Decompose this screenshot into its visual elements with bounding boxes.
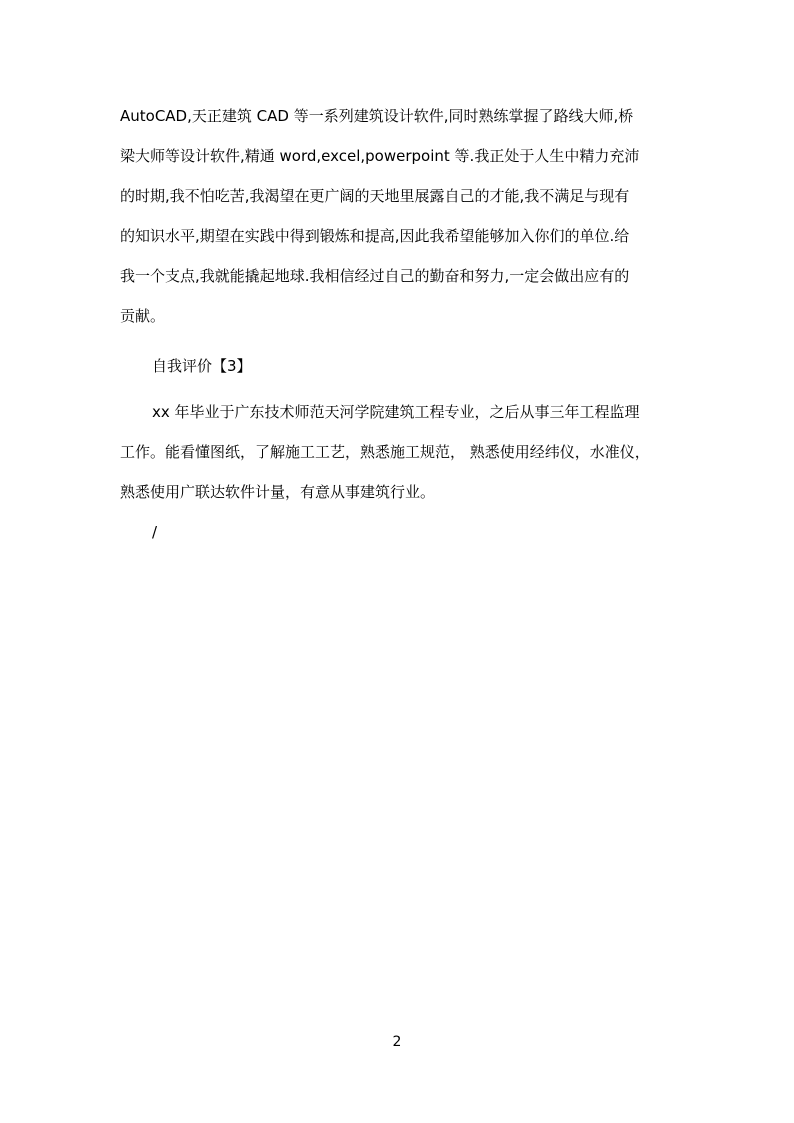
- paragraph-2-line-1: xx 年毕业于广东技术师范天河学院建筑工程专业，之后从事三年工程监理: [152, 403, 640, 421]
- paragraph-1-line-1: AutoCAD,天正建筑 CAD 等一系列建筑设计软件,同时熟练掌握了路线大师,桥: [120, 107, 634, 125]
- paragraph-2-line-2: 工作。能看懂图纸，了解施工工艺，熟悉施工规范， 熟悉使用经纬仪，水准仪，: [120, 443, 650, 461]
- trailing-mark: /: [152, 523, 158, 541]
- paragraph-1-line-2: 梁大师等设计软件,精通 word,excel,powerpoint 等.我正处于人生中精力充沛: [120, 147, 640, 165]
- paragraph-1-line-3: 的时期,我不怕吃苦,我渴望在更广阔的天地里展露自己的才能,我不满足与现有: [120, 187, 630, 205]
- paragraph-1-line-4: 的知识水平,期望在实践中得到锻炼和提高,因此我希望能够加入你们的单位.给: [120, 227, 630, 245]
- paragraph-2-line-3: 熟悉使用广联达软件计量，有意从事建筑行业。: [120, 483, 436, 501]
- paragraph-1-line-5: 我一个支点,我就能撬起地球.我相信经过自己的勤奋和努力,一定会做出应有的: [120, 267, 630, 285]
- section-heading: 自我评价【3】: [152, 357, 252, 375]
- paragraph-1-line-6: 贡献。: [120, 307, 166, 325]
- page-number: 2: [392, 1034, 402, 1050]
